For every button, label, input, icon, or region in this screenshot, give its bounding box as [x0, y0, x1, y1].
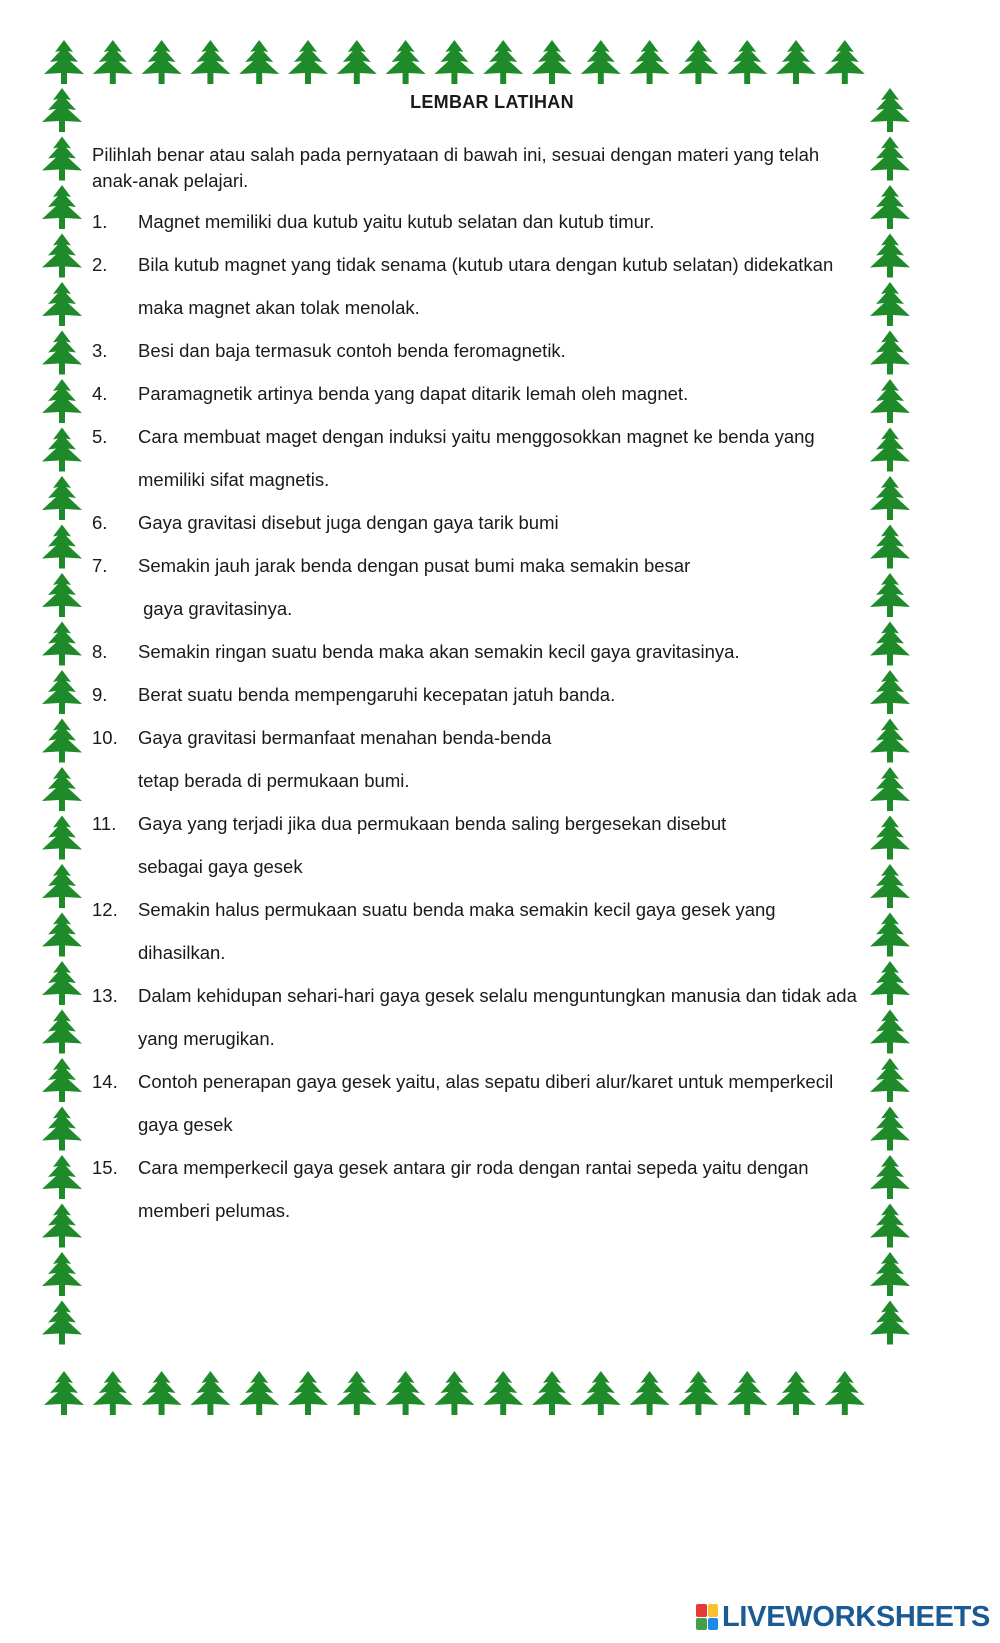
pine-tree-icon: [42, 137, 82, 181]
question-text: Cara membuat maget dengan induksi yaitu menggosokkan magnet ke benda yang: [138, 426, 815, 447]
pine-tree-icon: [870, 961, 910, 1005]
pine-tree-icon: [93, 40, 133, 84]
pine-tree-icon: [42, 331, 82, 375]
question-number: 5.: [92, 426, 108, 447]
question-number: 4.: [92, 383, 108, 404]
pine-tree-icon: [870, 1301, 910, 1345]
question-text: maka magnet akan tolak menolak.: [138, 297, 420, 318]
question-number: 9.: [92, 684, 108, 705]
pine-tree-icon: [190, 40, 230, 84]
pine-tree-icon: [42, 428, 82, 472]
pine-tree-icon: [239, 1371, 279, 1415]
pine-tree-icon: [42, 816, 82, 860]
question-text: gaya gesek: [138, 1114, 233, 1135]
pine-tree-icon: [42, 525, 82, 569]
question-text: tetap berada di permukaan bumi.: [138, 770, 410, 791]
pine-tree-icon: [532, 1371, 572, 1415]
pine-tree-icon: [581, 40, 621, 84]
pine-tree-icon: [42, 1252, 82, 1296]
pine-tree-icon: [870, 525, 910, 569]
pine-tree-icon: [678, 1371, 718, 1415]
pine-tree-icon: [239, 40, 279, 84]
pine-tree-icon: [630, 40, 670, 84]
pine-tree-icon: [42, 1010, 82, 1054]
pine-tree-icon: [825, 1371, 865, 1415]
question-number: 10.: [92, 727, 118, 748]
pine-tree-icon: [42, 1107, 82, 1151]
pine-tree-icon: [42, 864, 82, 908]
question-text: Magnet memiliki dua kutub yaitu kutub selatan dan kutub timur.: [138, 211, 655, 232]
pine-tree-icon: [870, 1010, 910, 1054]
pine-tree-icon: [288, 40, 328, 84]
pine-tree-icon: [42, 476, 82, 520]
question-text: Gaya gravitasi bermanfaat menahan benda-benda: [138, 727, 552, 748]
pine-tree-icon: [870, 1107, 910, 1151]
pine-tree-icon: [870, 476, 910, 520]
question-text: Dalam kehidupan sehari-hari gaya gesek selalu menguntungkan manusia dan tidak ada: [138, 985, 857, 1006]
pine-tree-icon: [44, 40, 84, 84]
question-text: Semakin jauh jarak benda dengan pusat bumi maka semakin besar: [138, 555, 691, 576]
question-number: 3.: [92, 340, 108, 361]
pine-tree-icon: [142, 40, 182, 84]
pine-tree-icon: [870, 864, 910, 908]
pine-tree-icon: [870, 1252, 910, 1296]
question-text: memberi pelumas.: [138, 1200, 291, 1221]
pine-tree-icon: [42, 282, 82, 326]
question-number: 13.: [92, 985, 118, 1006]
brand-name: LIVEWORKSHEETS: [722, 1600, 991, 1633]
pine-tree-icon: [776, 1371, 816, 1415]
instructions-line: anak-anak pelajari.: [92, 170, 249, 191]
pine-tree-icon: [42, 185, 82, 229]
question-text: Contoh penerapan gaya gesek yaitu, alas sepatu diberi alur/karet untuk memperkecil: [138, 1071, 834, 1092]
pine-tree-icon: [870, 1058, 910, 1102]
question-text: Cara memperkecil gaya gesek antara gir roda dengan rantai sepeda yaitu dengan: [138, 1157, 809, 1178]
question-text: Semakin ringan suatu benda maka akan semakin kecil gaya gravitasinya.: [138, 641, 740, 662]
pine-tree-icon: [93, 1371, 133, 1415]
pine-tree-icon: [630, 1371, 670, 1415]
question-text: yang merugikan.: [138, 1028, 275, 1049]
pine-tree-icon: [870, 573, 910, 617]
pine-tree-icon: [42, 913, 82, 957]
instructions-line: Pilihlah benar atau salah pada pernyataan di bawah ini, sesuai dengan materi yang telah: [92, 144, 820, 165]
pine-tree-icon: [42, 670, 82, 714]
pine-tree-icon: [434, 1371, 474, 1415]
pine-tree-icon: [42, 622, 82, 666]
pine-tree-icon: [483, 1371, 523, 1415]
question-number: 11.: [92, 813, 117, 834]
pine-tree-icon: [483, 40, 523, 84]
pine-tree-icon: [581, 1371, 621, 1415]
pine-tree-icon: [870, 719, 910, 763]
pine-tree-icon: [42, 961, 82, 1005]
pine-tree-icon: [532, 40, 572, 84]
pine-tree-icon: [727, 40, 767, 84]
question-text: memiliki sifat magnetis.: [138, 469, 330, 490]
page-title: LEMBAR LATIHAN: [410, 92, 574, 112]
pine-tree-icon: [42, 1155, 82, 1199]
pine-tree-icon: [870, 816, 910, 860]
question-number: 2.: [92, 254, 108, 275]
pine-tree-icon: [870, 1155, 910, 1199]
pine-tree-icon: [434, 40, 474, 84]
pine-tree-icon: [42, 767, 82, 811]
question-text: Gaya gravitasi disebut juga dengan gaya tarik bumi: [138, 512, 559, 533]
pine-tree-icon: [42, 1204, 82, 1248]
pine-tree-icon: [42, 234, 82, 278]
pine-tree-icon: [870, 234, 910, 278]
question-number: 15.: [92, 1157, 118, 1178]
pine-tree-icon: [337, 1371, 377, 1415]
question-number: 7.: [92, 555, 108, 576]
pine-tree-icon: [870, 428, 910, 472]
question-text: Besi dan baja termasuk contoh benda feromagnetik.: [138, 340, 566, 361]
pine-tree-icon: [870, 767, 910, 811]
pine-tree-icon: [42, 1301, 82, 1345]
question-text: Gaya yang terjadi jika dua permukaan benda saling bergesekan disebut: [138, 813, 727, 834]
pine-tree-icon: [870, 282, 910, 326]
question-number: 14.: [92, 1071, 118, 1092]
question-number: 1.: [92, 211, 108, 232]
question-text: Berat suatu benda mempengaruhi kecepatan jatuh banda.: [138, 684, 616, 705]
pine-tree-icon: [42, 1058, 82, 1102]
question-text: gaya gravitasinya.: [138, 598, 293, 619]
pine-tree-icon: [44, 1371, 84, 1415]
pine-tree-icon: [727, 1371, 767, 1415]
pine-tree-icon: [386, 1371, 426, 1415]
pine-tree-icon: [142, 1371, 182, 1415]
liveworksheets-logo-icon: [696, 1604, 718, 1630]
instructions: [92, 142, 882, 194]
pine-tree-icon: [870, 913, 910, 957]
pine-tree-icon: [42, 379, 82, 423]
pine-tree-icon: [190, 1371, 230, 1415]
pine-tree-icon: [337, 40, 377, 84]
question-text: sebagai gaya gesek: [138, 856, 303, 877]
pine-tree-icon: [776, 40, 816, 84]
pine-tree-icon: [42, 88, 82, 132]
question-text: Paramagnetik artinya benda yang dapat ditarik lemah oleh magnet.: [138, 383, 689, 404]
pine-tree-icon: [288, 1371, 328, 1415]
pine-tree-icon: [678, 40, 718, 84]
question-text: dihasilkan.: [138, 942, 226, 963]
pine-tree-icon: [870, 670, 910, 714]
pine-tree-icon: [870, 1204, 910, 1248]
pine-tree-icon: [825, 40, 865, 84]
pine-tree-icon: [870, 622, 910, 666]
question-number: 12.: [92, 899, 118, 920]
pine-tree-icon: [870, 331, 910, 375]
question-number: 8.: [92, 641, 108, 662]
question-text: Semakin halus permukaan suatu benda maka semakin kecil gaya gesek yang: [138, 899, 776, 920]
pine-tree-icon: [386, 40, 426, 84]
question-number: 6.: [92, 512, 108, 533]
liveworksheets-logo: [696, 1600, 990, 1634]
pine-tree-icon: [42, 719, 82, 763]
pine-tree-icon: [870, 379, 910, 423]
question-text: Bila kutub magnet yang tidak senama (kutub utara dengan kutub selatan) didekatkan: [138, 254, 834, 275]
pine-tree-icon: [42, 573, 82, 617]
